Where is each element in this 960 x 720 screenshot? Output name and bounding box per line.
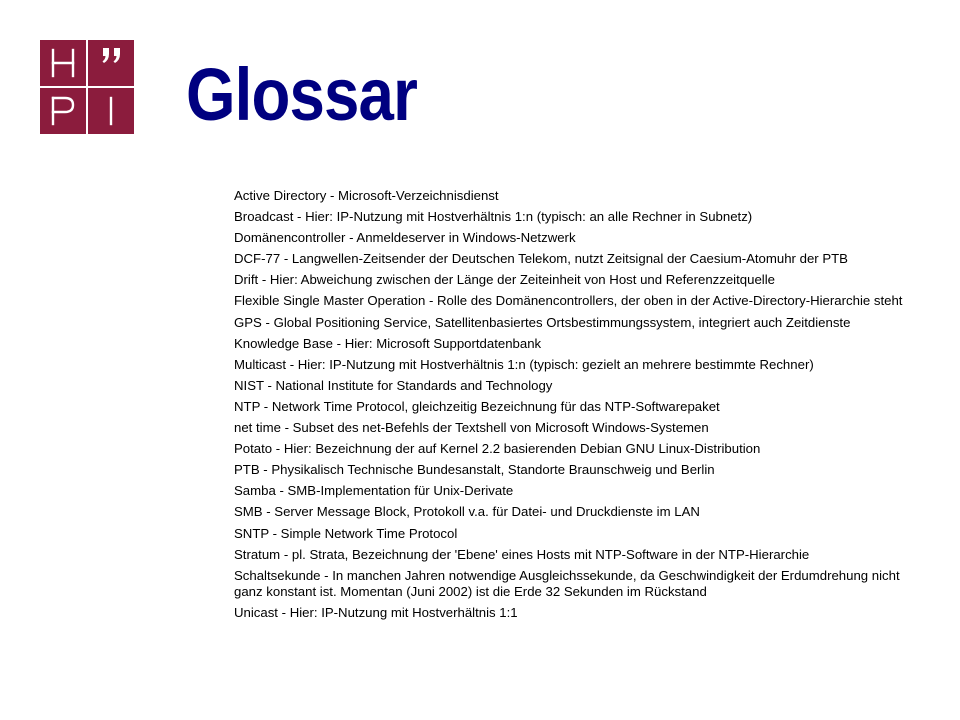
list-item: NTP - Network Time Protocol, gleichzeitig Bezeichnung für das NTP-Softwarepaket — [234, 398, 720, 414]
list-item: PTB - Physikalisch Technische Bundesanstalt, Standorte Braunschweig und Berlin — [234, 462, 715, 478]
list-item: GPS - Global Positioning Service, Satellitenbasiertes Ortsbestimmungssystem, integriert auch Zeitdienste — [234, 314, 851, 330]
list-item: DCF-77 - Langwellen-Zeitsender der Deutschen Telekom, nutzt Zeitsignal der Caesium-Atomuhr der PTB — [234, 251, 848, 267]
list-item: Unicast - Hier: IP-Nutzung mit Hostverhältnis 1:1 — [234, 605, 518, 621]
list-item: Stratum - pl. Strata, Bezeichnung der 'Ebene' eines Hosts mit NTP-Software in der NTP-Hierarchie — [234, 546, 810, 562]
page-title: Glossar — [186, 53, 417, 136]
list-item: Schaltsekunde - In manchen Jahren notwendige Ausgleichssekunde, da Geschwindigkeit der Erdumdrehung nicht ganz konstant ist. Momentan (Juni 2002) ist die Erde 32 Sekunden im Rückstand — [234, 567, 900, 600]
list-item: NIST - National Institute for Standards and Technology — [234, 377, 553, 393]
list-item: net time - Subset des net-Befehls der Textshell von Microsoft Windows-Systemen — [234, 420, 709, 436]
list-item: Potato - Hier: Bezeichnung der auf Kernel 2.2 basierenden Debian GNU Linux-Distribution — [234, 441, 761, 457]
hpi-logo — [40, 40, 134, 134]
list-item: Knowledge Base - Hier: Microsoft Supportdatenbank — [234, 335, 542, 351]
list-item: Domänencontroller - Anmeldeserver in Windows-Netzwerk — [234, 230, 576, 246]
list-item: Active Directory - Microsoft-Verzeichnisdienst — [234, 188, 499, 203]
list-item: Broadcast - Hier: IP-Nutzung mit Hostverhältnis 1:n (typisch: an alle Rechner in Subnetz) — [234, 209, 753, 225]
list-item: Drift - Hier: Abweichung zwischen der Länge der Zeiteinheit von Host und Referenzzeitquelle — [234, 272, 775, 288]
list-item: Samba - SMB-Implementation für Unix-Derivate — [234, 483, 514, 499]
list-item: Multicast - Hier: IP-Nutzung mit Hostverhältnis 1:n (typisch: gezielt an mehrere bestimmte Rechner) — [234, 356, 814, 372]
list-item: SMB - Server Message Block, Protokoll v.a. für Datei- und Druckdienste im LAN — [234, 504, 700, 520]
glossary-list — [234, 188, 904, 626]
list-item: SNTP - Simple Network Time Protocol — [234, 525, 458, 541]
list-item: Flexible Single Master Operation - Rolle des Domänencontrollers, der oben in der Active-Directory-Hierarchie steht — [234, 293, 903, 309]
